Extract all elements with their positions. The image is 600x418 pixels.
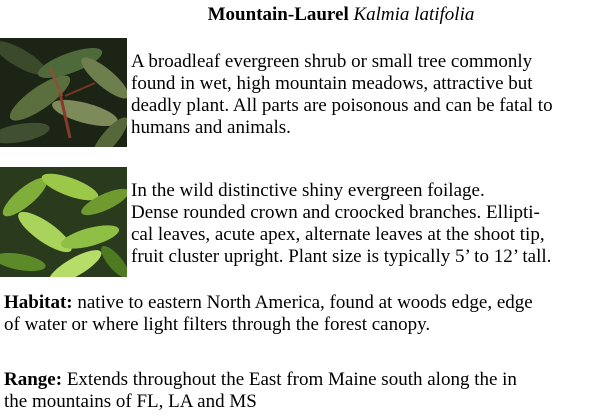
range-section: [4, 369, 600, 413]
range-label: Range:: [4, 369, 63, 390]
text-line: the mountains of FL, LA and MS: [4, 391, 257, 412]
green-leaves-photo: [0, 167, 127, 277]
text-line: [4, 292, 600, 314]
common-name: Mountain-Laurel: [207, 4, 349, 25]
text-line: A broadleaf evergreen shrub or small tree commonly: [131, 51, 533, 72]
habitat-section: [4, 292, 600, 336]
habitat-label: Habitat:: [4, 292, 73, 313]
text-line: fruit cluster upright. Plant size is typically 5’ to 12’ tall.: [131, 246, 552, 267]
text-line: Dense rounded crown and croocked branches. Ellipti-: [131, 202, 540, 223]
text-line: deadly plant. All parts are poisonous and can be fatal to: [131, 95, 553, 116]
text-line: [4, 369, 600, 391]
scientific-name: Kalmia latifolia: [353, 4, 475, 25]
text-line: In the wild distinctive shiny evergreen foilage.: [131, 180, 485, 201]
text-line: found in wet, high mountain meadows, attractive but: [131, 73, 533, 94]
text-line: humans and animals.: [131, 117, 291, 138]
habitat-text: native to eastern North America, found at woods edge, edge: [72, 292, 533, 313]
text-line: cal leaves, acute apex, alternate leaves at the shoot tip,: [131, 224, 545, 245]
description-paragraph: [131, 51, 600, 139]
dark-leaves-photo: [0, 38, 127, 147]
page-title: [0, 3, 600, 27]
characteristics-paragraph: [131, 180, 600, 268]
text-line: of water or where light filters through the forest canopy.: [4, 314, 431, 335]
range-text: Extends throughout the East from Maine south along the in: [62, 369, 517, 390]
